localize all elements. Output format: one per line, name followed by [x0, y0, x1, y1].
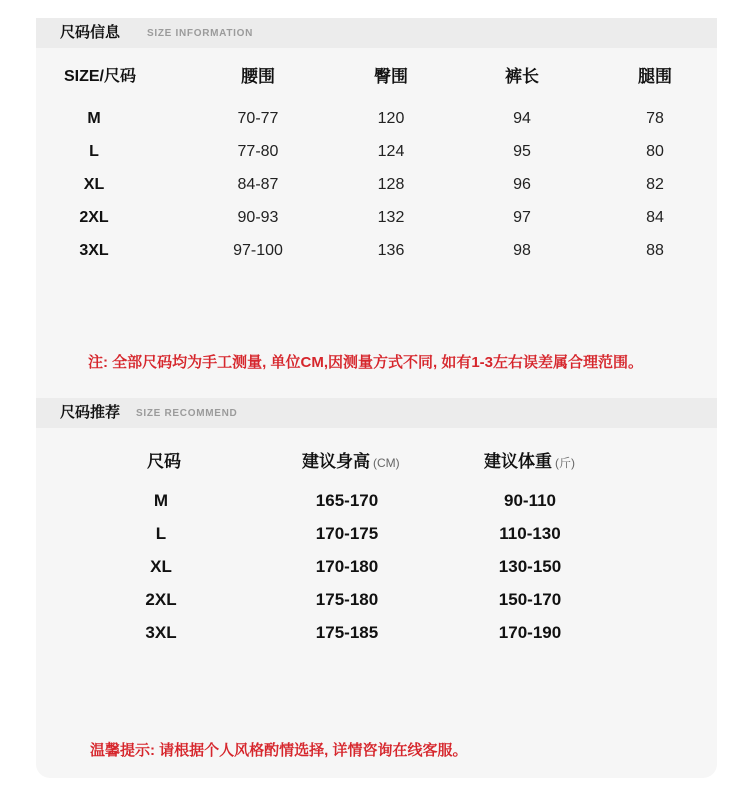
thigh-cell: 82: [646, 176, 664, 193]
length-cell: 95: [513, 143, 531, 160]
waist-cell: 90-93: [237, 209, 279, 226]
size-recommend-title: 尺码推荐: [60, 404, 121, 421]
thigh-cell: 88: [646, 242, 664, 259]
column-header-length: 裤长: [505, 67, 539, 86]
hip-cell: 132: [377, 209, 405, 226]
thigh-cell: 80: [646, 143, 664, 160]
size-information-row: [0, 141, 750, 163]
column-header-thigh: 腿围: [638, 67, 672, 86]
waist-cell: 70-77: [237, 110, 279, 127]
weight-cell: 150-170: [498, 590, 562, 609]
column-header-size: 尺码: [147, 452, 181, 471]
size-information-row: [0, 108, 750, 130]
size-recommend-row: [0, 490, 750, 512]
recommend-size-cell: 2XL: [145, 590, 177, 609]
height-cell: 175-180: [315, 590, 379, 609]
recommend-size-cell: L: [155, 524, 167, 543]
hip-cell: 136: [377, 242, 405, 259]
size-information-row: [0, 207, 750, 229]
weight-cell: 110-130: [499, 524, 561, 543]
column-header-weight: [484, 451, 575, 474]
height-cell: 175-185: [315, 623, 379, 642]
recommend-size-cell: M: [153, 491, 169, 510]
thigh-cell: 78: [646, 110, 664, 127]
size-information-row: [0, 174, 750, 196]
recommend-size-cell: 3XL: [145, 623, 177, 642]
weight-cell: 90-110: [504, 491, 556, 510]
size-cell: XL: [83, 176, 105, 193]
length-cell: 97: [513, 209, 531, 226]
column-header-waist: 腰围: [241, 67, 275, 86]
size-cell: M: [87, 110, 101, 127]
size-information-title: 尺码信息: [60, 24, 121, 41]
size-information-row: [0, 240, 750, 262]
thigh-cell: 84: [646, 209, 664, 226]
hip-cell: 128: [377, 176, 405, 193]
size-cell: L: [89, 143, 99, 160]
size-information-subtitle: SIZE INFORMATION: [147, 28, 254, 39]
size-recommend-row: [0, 556, 750, 578]
measurement-note: 注: 全部尺码均为手工测量, 单位CM,因测量方式不同, 如有1-3左右误差属合理范围。: [88, 354, 644, 371]
height-cell: 165-170: [315, 491, 379, 510]
height-cell: 170-180: [315, 557, 379, 576]
hip-cell: 124: [377, 143, 405, 160]
length-cell: 94: [513, 110, 531, 127]
column-header-height: [302, 451, 400, 474]
size-recommend-row: [0, 523, 750, 545]
waist-cell: 97-100: [233, 242, 283, 259]
waist-cell: 84-87: [237, 176, 279, 193]
waist-cell: 77-80: [237, 143, 279, 160]
column-header-size: SIZE/尺码: [63, 68, 136, 85]
size-information-header-row: [0, 66, 750, 88]
weight-cell: 170-190: [498, 623, 562, 642]
length-cell: 96: [513, 176, 531, 193]
column-header-weight-label: 建议体重: [484, 452, 552, 471]
size-recommend-row: [0, 589, 750, 611]
height-cell: 170-175: [315, 524, 379, 543]
hip-cell: 120: [377, 110, 405, 127]
size-recommend-subtitle: SIZE RECOMMEND: [136, 408, 238, 419]
size-information-header: [36, 18, 717, 48]
size-recommend-header: [36, 398, 717, 428]
column-header-height-label: 建议身高: [302, 452, 370, 471]
size-recommend-row: [0, 622, 750, 644]
size-cell: 2XL: [79, 209, 109, 226]
weight-unit: (斤): [555, 456, 575, 470]
column-header-hip: 臀围: [374, 67, 408, 86]
length-cell: 98: [513, 242, 531, 259]
size-cell: 3XL: [79, 242, 109, 259]
size-recommend-header-row: [0, 451, 750, 473]
kind-reminder-tip: 温馨提示: 请根据个人风格酌情选择, 详情咨询在线客服。: [90, 742, 468, 759]
recommend-size-cell: XL: [150, 557, 172, 576]
weight-cell: 130-150: [498, 557, 562, 576]
height-unit: (CM): [373, 456, 400, 470]
